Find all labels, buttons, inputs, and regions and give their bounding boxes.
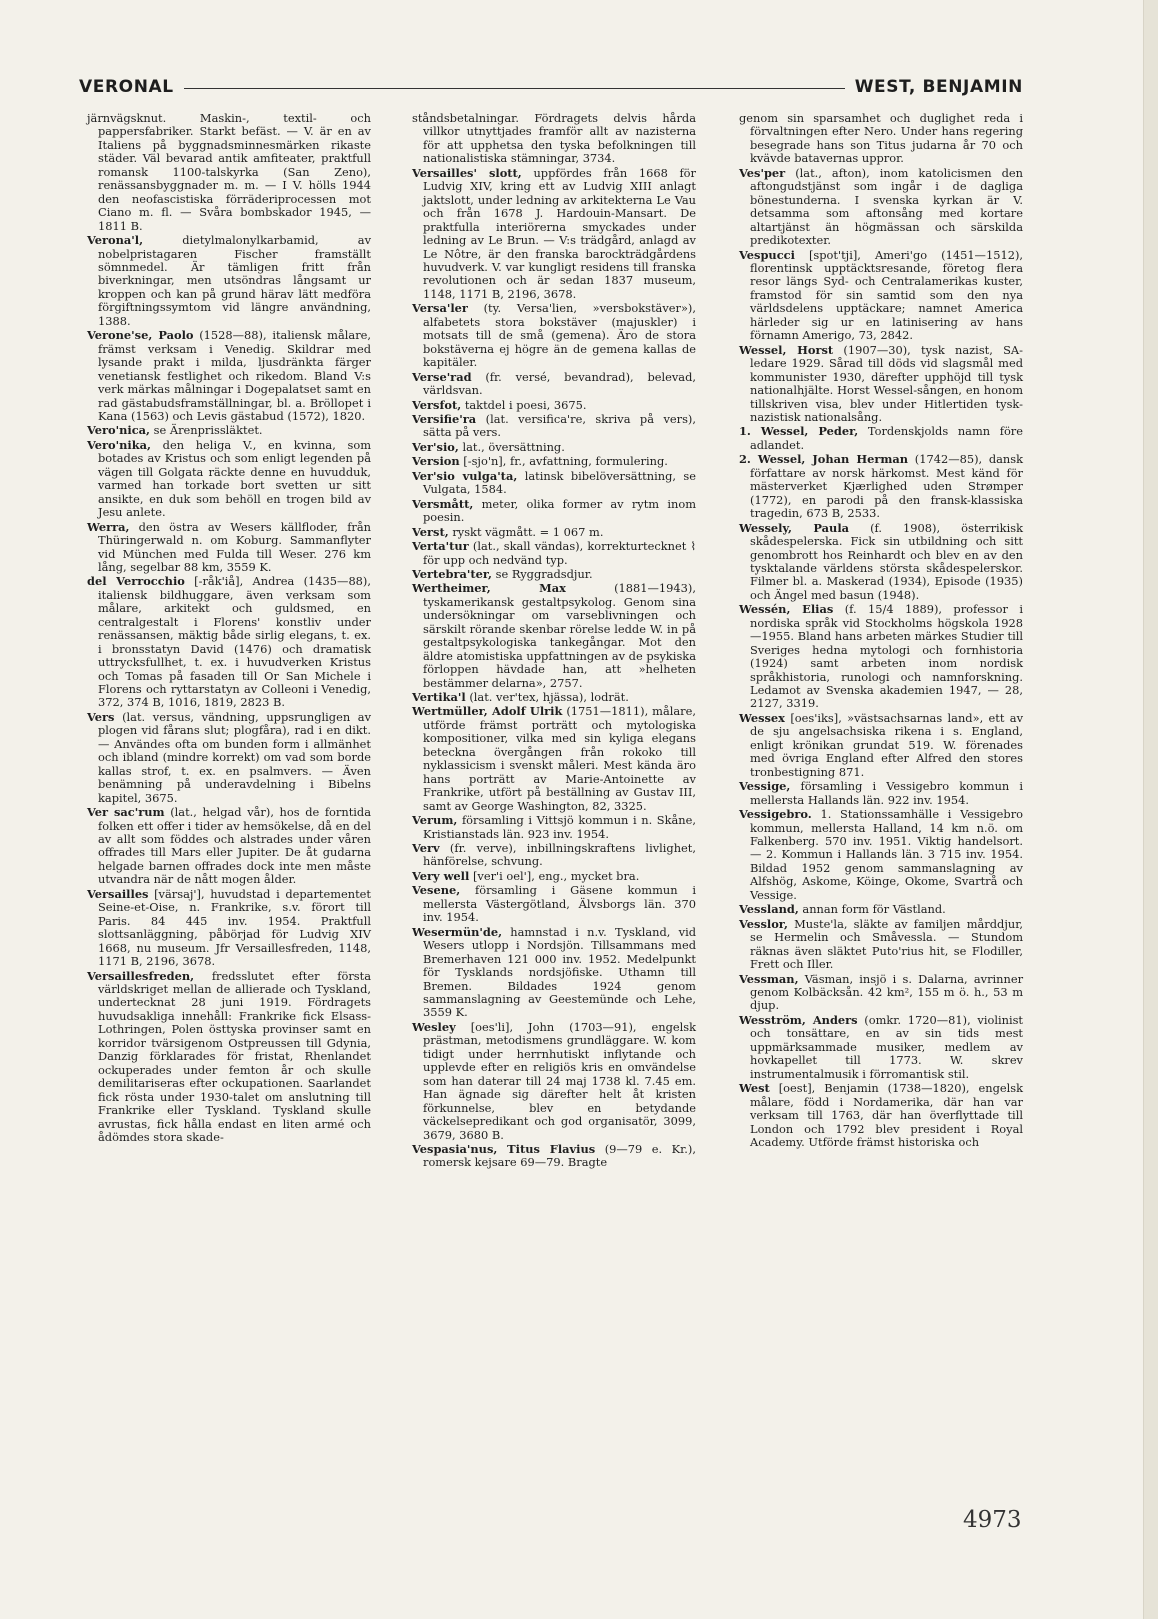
entry-text: latinsk bibelöversättning, se Vulgata, 1584. bbox=[423, 468, 696, 497]
entry-text: (fr. versé, bevandrad), belevad, världsvan. bbox=[423, 369, 696, 398]
entry-text: se Ärenprissläktet. bbox=[153, 423, 263, 438]
dictionary-entry bbox=[739, 973, 1023, 1013]
running-head-rule bbox=[184, 88, 845, 89]
entry-text: [oes'iks], »västsachsarnas land», ett av de sju angelsachsiska rikena i s. England, enligt krönikan grundat 519. W. förenades med övriga England efter Alfred den stores tronbestigning 871. bbox=[750, 710, 1023, 779]
entry-headword: Vessland, bbox=[739, 902, 799, 917]
dictionary-entry bbox=[87, 575, 371, 710]
entry-headword: Ver'sio, bbox=[412, 439, 459, 454]
entry-headword: Wessén, Elias bbox=[739, 602, 834, 617]
entry-headword: Wessex bbox=[739, 710, 785, 725]
entry-headword: Wessely, Paula bbox=[739, 520, 850, 535]
entry-text: (9—79 e. Kr.), romersk kejsare 69—79. Bragte bbox=[423, 1141, 696, 1170]
dictionary-entry bbox=[87, 424, 371, 437]
entry-text: [ver'i oel'], eng., mycket bra. bbox=[472, 868, 640, 883]
entry-text: lat., översättning. bbox=[462, 439, 565, 454]
dictionary-entry bbox=[739, 808, 1023, 902]
entry-headword: 2. Wessel, Johan Herman bbox=[739, 452, 909, 467]
dictionary-entry bbox=[87, 806, 371, 887]
dictionary-entry bbox=[739, 603, 1023, 711]
entry-headword: Ver sac'rum bbox=[87, 805, 165, 820]
entry-headword: Verta'tur bbox=[412, 539, 469, 554]
dictionary-entry bbox=[739, 522, 1023, 603]
dictionary-entry bbox=[739, 918, 1023, 972]
entry-text: järnvägsknut. Maskin-, textil- och pappersfabriker. Starkt befäst. — V. är en av Italiens på byggnadsminnesmärken rikaste städer. Väl bevarad antik amfiteater, praktfull romansk 1100-talskyrka (San Zeno), renässansbyggnader m. m. — I V. hölls 1944 den neofascistiska förräderiprocessen mot Ciano m. fl. — Svåra bombskador 1945, — 1811 B. bbox=[87, 111, 371, 233]
entry-text: (ty. Versa'lien, »versbokstäver»), alfabetets stora bokstäver (majuskler) i motsats till de små (gemena). Äro de stora bokstäverna ej högre än de gemena kallas de kapitäler. bbox=[423, 301, 696, 370]
dictionary-entry bbox=[739, 1014, 1023, 1081]
entry-text: annan form för Västland. bbox=[802, 902, 946, 917]
dictionary-entry bbox=[87, 888, 371, 969]
entry-headword: Vesslor, bbox=[739, 916, 788, 931]
entry-headword: Verse'rad bbox=[412, 369, 472, 384]
dictionary-entry bbox=[739, 425, 1023, 452]
entry-text: [värsaj'], huvudstad i departementet Seine-et-Oise, n. Frankrike, s.v. förort till Paris. 84 445 inv. 1954. Praktfull slottsanläggning, påbörjad för Ludvig XIV 1668, nu museum. Jfr Versaillesfreden, 1148, 1171 B, 2196, 3678. bbox=[98, 886, 371, 969]
page-edge bbox=[1143, 0, 1158, 1619]
entry-text: (1528—88), italiensk målare, främst verksam i Venedig. Skildrar med lysande prakt i milda, ljusdränkta färger venetiansk festlighet och rikedom. Bland V:s verk märkas målningar i Dogepalatset samt en rad gästabudsframställningar, bl. a. Bröllopet i Kana (1563) och Levis gästabud (1572), 1820. bbox=[98, 328, 372, 423]
entry-headword: Versaillesfreden, bbox=[87, 968, 195, 983]
entry-headword: Version bbox=[412, 454, 460, 469]
dictionary-entry bbox=[739, 167, 1023, 248]
entry-headword: Wesermün'de, bbox=[412, 924, 503, 939]
page-number: 4973 bbox=[963, 1507, 1022, 1533]
running-head-left: VERONAL bbox=[79, 77, 174, 97]
entry-headword: Vertebra'ter, bbox=[412, 566, 493, 581]
entry-headword: Verona'l, bbox=[87, 233, 144, 248]
entry-text: ryskt vägmått. = 1 067 m. bbox=[452, 524, 604, 539]
entry-headword: Vers bbox=[87, 709, 115, 724]
dictionary-entry bbox=[739, 780, 1023, 807]
entry-headword: Versmått, bbox=[412, 496, 474, 511]
running-head bbox=[79, 74, 1023, 100]
dictionary-entry bbox=[412, 112, 696, 166]
dictionary-entry bbox=[87, 234, 371, 328]
entry-headword: Vespasia'nus, Titus Flavius bbox=[412, 1141, 596, 1156]
entry-text: ståndsbetalningar. Fördragets delvis hårda villkor utnyttjades framför allt av nazisterna för att upphetsa den tyska befolkningen till nationalistiska stämningar, 3734. bbox=[412, 111, 696, 166]
dictionary-entry bbox=[87, 521, 371, 575]
entry-text: Muste'la, släkte av familjen mårddjur, se Hermelin och Småvessla. — Stundom räknas även släktet Puto'rius hit, se Flodiller, Frett och Iller. bbox=[750, 916, 1024, 972]
entry-text: (lat. versifica're, skriva på vers), sätta på vers. bbox=[423, 411, 696, 440]
entry-text: (lat., afton), inom katolicismen den aftongudstjänst som ingår i de dagliga bönestunderna. I svenska kyrkan är V. detsamma som aftonsång med kortare altartjänst än högmässan och särskilda predikotexter. bbox=[750, 165, 1023, 248]
entry-headword: Werra, bbox=[87, 519, 130, 534]
column-2 bbox=[412, 112, 696, 1171]
entry-text: den heliga V., en kvinna, som botades av Kristus och som enligt legenden på vägen till Golgata räckte denne en huvudduk, varmed han torkade bort svetten ur sitt ansikte, en duk som behöll en trogen bild av Jesu anlete. bbox=[98, 437, 371, 520]
entry-headword: Vessige, bbox=[739, 779, 791, 794]
entry-text: Väsman, insjö i s. Dalarna, avrinner genom Kolbäcksån. 42 km², 155 m ö. h., 53 m djup. bbox=[750, 971, 1024, 1013]
dictionary-entry bbox=[87, 329, 371, 423]
entry-headword: del Verrocchio bbox=[87, 574, 185, 589]
dictionary-entry bbox=[739, 903, 1023, 916]
entry-text: 1. Stationssamhälle i Vessigebro kommun, mellersta Halland, 14 km n.ö. om Falkenberg. 570 inv. 1951. Viktig handelsort. — 2. Kommun i Hallands län. 3 715 inv. 1954. Bildad 1952 genom sammanslagning av Alfshög, Askome, Köinge, Okome, Svartrå och Vessige. bbox=[750, 807, 1023, 902]
dictionary-entry bbox=[87, 711, 371, 805]
dictionary-entry bbox=[412, 568, 696, 581]
dictionary-entry bbox=[412, 413, 696, 440]
dictionary-entry bbox=[87, 439, 371, 520]
entry-text: (lat. versus, vändning, uppsrungligen av plogen vid fårans slut; plogfåra), rad i en dikt. — Användes ofta om bunden form i allmänhet och ibland (mindre korrekt) om vad som borde kallas strof, t. ex. en psalmvers. — Även benämning på underavdelning i Bibelns kapitel, 3675. bbox=[98, 709, 372, 805]
dictionary-entry bbox=[412, 498, 696, 525]
entry-headword: 1. Wessel, Peder, bbox=[739, 424, 859, 439]
entry-headword: Versfot, bbox=[412, 397, 462, 412]
column-1 bbox=[87, 112, 371, 1145]
entry-text: den östra av Wesers källfloder, från Thüringerwald n. om Koburg. Sammanflyter vid München med Fulda till Weser. 276 km lång, segelbar 88 km, 3559 K. bbox=[98, 519, 372, 574]
entry-text: [oest], Benjamin (1738—1820), engelsk målare, född i Nordamerika, där han var verksam till 1763, där han överflyttade till London och 1792 blev president i Royal Academy. Utförde främst historiska och bbox=[750, 1081, 1023, 1149]
dictionary-entry bbox=[412, 441, 696, 454]
entry-headword: Verst, bbox=[412, 524, 449, 539]
dictionary-entry bbox=[412, 870, 696, 883]
dictionary-entry bbox=[412, 399, 696, 412]
column-3 bbox=[739, 112, 1023, 1150]
entry-text: Tordenskjolds namn före adlandet. bbox=[750, 424, 1023, 452]
entry-headword: Wesström, Anders bbox=[739, 1012, 858, 1027]
dictionary-entry bbox=[412, 526, 696, 539]
entry-headword: Verv bbox=[412, 841, 440, 856]
entry-headword: Vespucci bbox=[739, 247, 795, 262]
entry-headword: Versa'ler bbox=[412, 301, 468, 316]
entry-text: [oes'li], John (1703—91), engelsk prästman, metodismens grundläggare. W. kom tidigt under herrnhutiskt inflytande och upplevde efter en religiös kris en omvändelse som han daterar till 24 maj 1738 kl. 7.45 em. Han ägnade sig därefter helt åt kristen förkunnelse, blev en betydande väckelsepredikant och god organisatör, 3099, 3679, 3680 B. bbox=[423, 1019, 696, 1142]
entry-headword: Versailles' slott, bbox=[412, 165, 522, 180]
entry-text: (f. 15/4 1889), professor i nordiska språk vid Stockholms högskola 1928—1955. Bland hans arbeten märkes Studier till Sveriges hedna mytologi och fornhistoria (1924) samt arbeten inom nordisk språkhistoria, runologi och namnforskning. Ledamot av Svenska akademien 1947, — 28, 2127, 3319. bbox=[750, 602, 1023, 711]
dictionary-entry bbox=[412, 470, 696, 497]
dictionary-entry bbox=[739, 712, 1023, 779]
entry-headword: West bbox=[739, 1081, 770, 1096]
dictionary-entry bbox=[739, 249, 1023, 343]
dictionary-entry bbox=[412, 842, 696, 869]
entry-headword: Very well bbox=[412, 868, 470, 883]
dictionary-entry bbox=[739, 112, 1023, 166]
dictionary-entry bbox=[412, 1021, 696, 1142]
entry-text: (lat., helgad vår), hos de forntida folken ett offer i tider av hemsökelse, då en del av allt som föddes och alstrades under våren offrades till Mars eller Jupiter. De åt gudarna helgade barnen offrades dock inte men måste utvandra när de nått mogen ålder. bbox=[98, 805, 372, 887]
dictionary-entry bbox=[412, 691, 696, 704]
entry-headword: Wessel, Horst bbox=[739, 342, 834, 357]
entry-text: dietylmalonylkarbamid, av nobelpristagaren Fischer framställt sömnmedel. Är tämligen fritt från biverkningar, men utsöndras långsamt ur kroppen och kan på grund härav lätt medföra förgiftningssymtom vid längre användning, 1388. bbox=[98, 233, 372, 328]
entry-headword: Verum, bbox=[412, 813, 458, 828]
dictionary-entry bbox=[412, 167, 696, 302]
entry-headword: Vessigebro. bbox=[739, 807, 812, 822]
running-head-right: WEST, BENJAMIN bbox=[854, 77, 1023, 97]
entry-text: (f. 1908), österrikisk skådespelerska. Fick sin utbildning och sitt genombrott hos Reinhardt och blev en av den tysktalande världens största skådespelerskor. Filmer bl. a. Maskerad (1934), Episode (1935) och Ängel med basun (1948). bbox=[750, 520, 1023, 602]
entry-text: församling i Vessigebro kommun i mellersta Hallands län. 922 inv. 1954. bbox=[750, 779, 1023, 807]
entry-text: fredsslutet efter första världskriget mellan de allierade och Tyskland, undertecknat 28 juni 1919. Fördragets huvudsakliga innehåll: Frankrike fick Elsass-Lothringen, Polen östtyska provinser samt en korridor tvärsigenom Ostpreussen till Gdynia, Danzig förklarades för fristat, Rhenlandet ockuperades under femton år och skulle demilitariseras efter ockupationen. Saarlandet fick rösta under 1930-talet om anslutning till Frankrike eller Tyskland. Tyskland skulle avrustas, fick hålla endast en liten armé och ådömdes stora skade- bbox=[98, 968, 371, 1144]
entry-headword: Vessman, bbox=[739, 971, 799, 986]
dictionary-entry bbox=[739, 453, 1023, 520]
entry-text: (1881—1943), tyskamerikansk gestaltpsykolog. Genom sina undersökningar om varseblivningen och särskilt rörande skenbar rörelse ledde W. in på gestaltpsykologiska tankegångar. Mot den äldre atomistiska uppfattningen av de psykiska förloppen hävdade han, att »helheten bestämmer delarna», 2757. bbox=[423, 581, 696, 690]
dictionary-entry bbox=[412, 1143, 696, 1170]
dictionary-entry bbox=[412, 455, 696, 468]
entry-headword: Vertika'l bbox=[412, 690, 466, 705]
entry-text: se Ryggradsdjur. bbox=[495, 566, 593, 581]
entry-headword: Wesley bbox=[412, 1019, 456, 1034]
dictionary-entry bbox=[412, 582, 696, 690]
entry-text: (1742—85), dansk författare av norsk härkomst. Mest känd för mästerverket Kjærlighed uden Strømper (1772), en parodi på den fransk-klassiska tragedin, 673 B, 2533. bbox=[750, 452, 1024, 521]
entry-headword: Vero'nika, bbox=[87, 437, 151, 452]
dictionary-entry bbox=[412, 371, 696, 398]
dictionary-entry bbox=[412, 540, 696, 567]
entry-text: meter, olika former av rytm inom poesin. bbox=[423, 496, 696, 525]
entry-text: (omkr. 1720—81), violinist och tonsättare, en av sin tids mest uppmärksammade musiker, medlem av hovkapellet till 1773. W. skrev instrumentalmusik i förromantisk stil. bbox=[750, 1012, 1024, 1081]
entry-headword: Ver'sio vulga'ta, bbox=[412, 468, 518, 483]
entry-text: (lat., skall vändas), korrekturtecknet ⌇ för upp och nedvänd typ. bbox=[423, 539, 697, 567]
entry-text: (1907—30), tysk nazist, SA-ledare 1929. Sårad till döds vid slagsmål med kommunister 1930, därefter upphöjd till tysk nationalhjälte. Horst Wessel-sången, en honom tillskriven visa, blev under Hitlertiden tysk-nazistisk nationalsång. bbox=[750, 342, 1024, 424]
dictionary-entry bbox=[412, 926, 696, 1020]
entry-headword: Vesene, bbox=[412, 883, 461, 898]
entry-headword: Wertheimer, Max bbox=[412, 581, 566, 596]
entry-headword: Vero'nica, bbox=[87, 423, 151, 438]
dictionary-entry bbox=[739, 344, 1023, 425]
entry-headword: Verone'se, Paolo bbox=[87, 328, 194, 343]
entry-text: hamnstad i n.v. Tyskland, vid Wesers utlopp i Nordsjön. Tillsammans med Bremerhaven 121 000 inv. 1952. Medelpunkt för Tysklands nordsjöfiske. Uthamn till Bremen. Bildades 1924 genom sammanslagning av Geestemünde och Lehe, 3559 K. bbox=[423, 924, 697, 1020]
dictionary-entry bbox=[412, 302, 696, 369]
entry-text: [-råk'iå], Andrea (1435—88), italiensk bildhuggare, även verksam som målare, arkitekt och guldsmed, en centralgestalt i Florens' konstliv under renässansen, mäktig både sirlig elegans, t. ex. i bronsstatyn David (1476) och dramatisk uttrycksfullhet, t. ex. i huvudverken Kristus och Tomas på fasaden till Or San Michele i Florens och ryttarstatyn av Colleoni i Venedig, 372, 374 B, 1016, 1819, 2823 B. bbox=[98, 574, 371, 710]
dictionary-entry bbox=[87, 112, 371, 233]
entry-headword: Ves'per bbox=[739, 165, 786, 180]
entry-text: [-sjo'n], fr., avfattning, formulering. bbox=[463, 454, 668, 469]
dictionary-entry bbox=[739, 1082, 1023, 1149]
entry-text: församling i Gäsene kommun i mellersta Västergötland, Älvsborgs län. 370 inv. 1954. bbox=[423, 883, 696, 925]
entry-text: (fr. verve), inbillningskraftens livlighet, hänförelse, schvung. bbox=[423, 841, 696, 869]
entry-text: (lat. ver'tex, hjässa), lodrät. bbox=[469, 690, 629, 705]
entry-headword: Versailles bbox=[87, 886, 149, 901]
dictionary-entry bbox=[412, 884, 696, 924]
entry-text: uppfördes från 1668 för Ludvig XIV, kring ett av Ludvig XIII anlagt jaktslott, under ledning av arkitekterna Le Vau och från 1678 J. Hardouin-Mansart. De praktfulla interiörerna smyckades under ledning av Le Brun. — V:s trädgård, anlagd av Le Nôtre, är den franska barockträdgårdens huvudverk. V. var kungligt residens till franska revolutionen och är sedan 1837 museum, 1148, 1171 B, 2196, 3678. bbox=[423, 165, 696, 301]
entry-text: taktdel i poesi, 3675. bbox=[464, 397, 587, 412]
dictionary-entry bbox=[87, 970, 371, 1145]
entry-text: (1751—1811), målare, utförde främst porträtt och mytologiska kompositioner, vilka med sin kyliga elegans beteckna övergången från rokoko till nyklassicism i svenskt måleri. Mest kända äro hans porträtt av Marie-Antoinette av Frankrike, utfört på beställning av Gustav III, samt av George Washington, 82, 3325. bbox=[423, 704, 696, 813]
entry-headword: Wertmüller, Adolf Ulrik bbox=[412, 704, 563, 719]
entry-text: församling i Vittsjö kommun i n. Skåne, Kristianstads län. 923 inv. 1954. bbox=[423, 813, 696, 841]
entry-text: genom sin sparsamhet och duglighet reda i förvaltningen efter Nero. Under hans regering besegrade hans son Titus judarna år 70 och kvävde batavernas uppror. bbox=[739, 111, 1023, 166]
entry-headword: Versifie'ra bbox=[412, 411, 477, 426]
entry-text: [spot'tji], Ameri'go (1451—1512), florentinsk upptäcktsresande, företog flera resor längs Syd- och Centralamerikas kuster, framstod för sin samtid som den nya världsdelens upptäckare; namnet America härleder sig ur en latinisering av hans förnamn Amerigo, 73, 2842. bbox=[750, 247, 1024, 343]
dictionary-entry bbox=[412, 705, 696, 813]
dictionary-entry bbox=[412, 814, 696, 841]
